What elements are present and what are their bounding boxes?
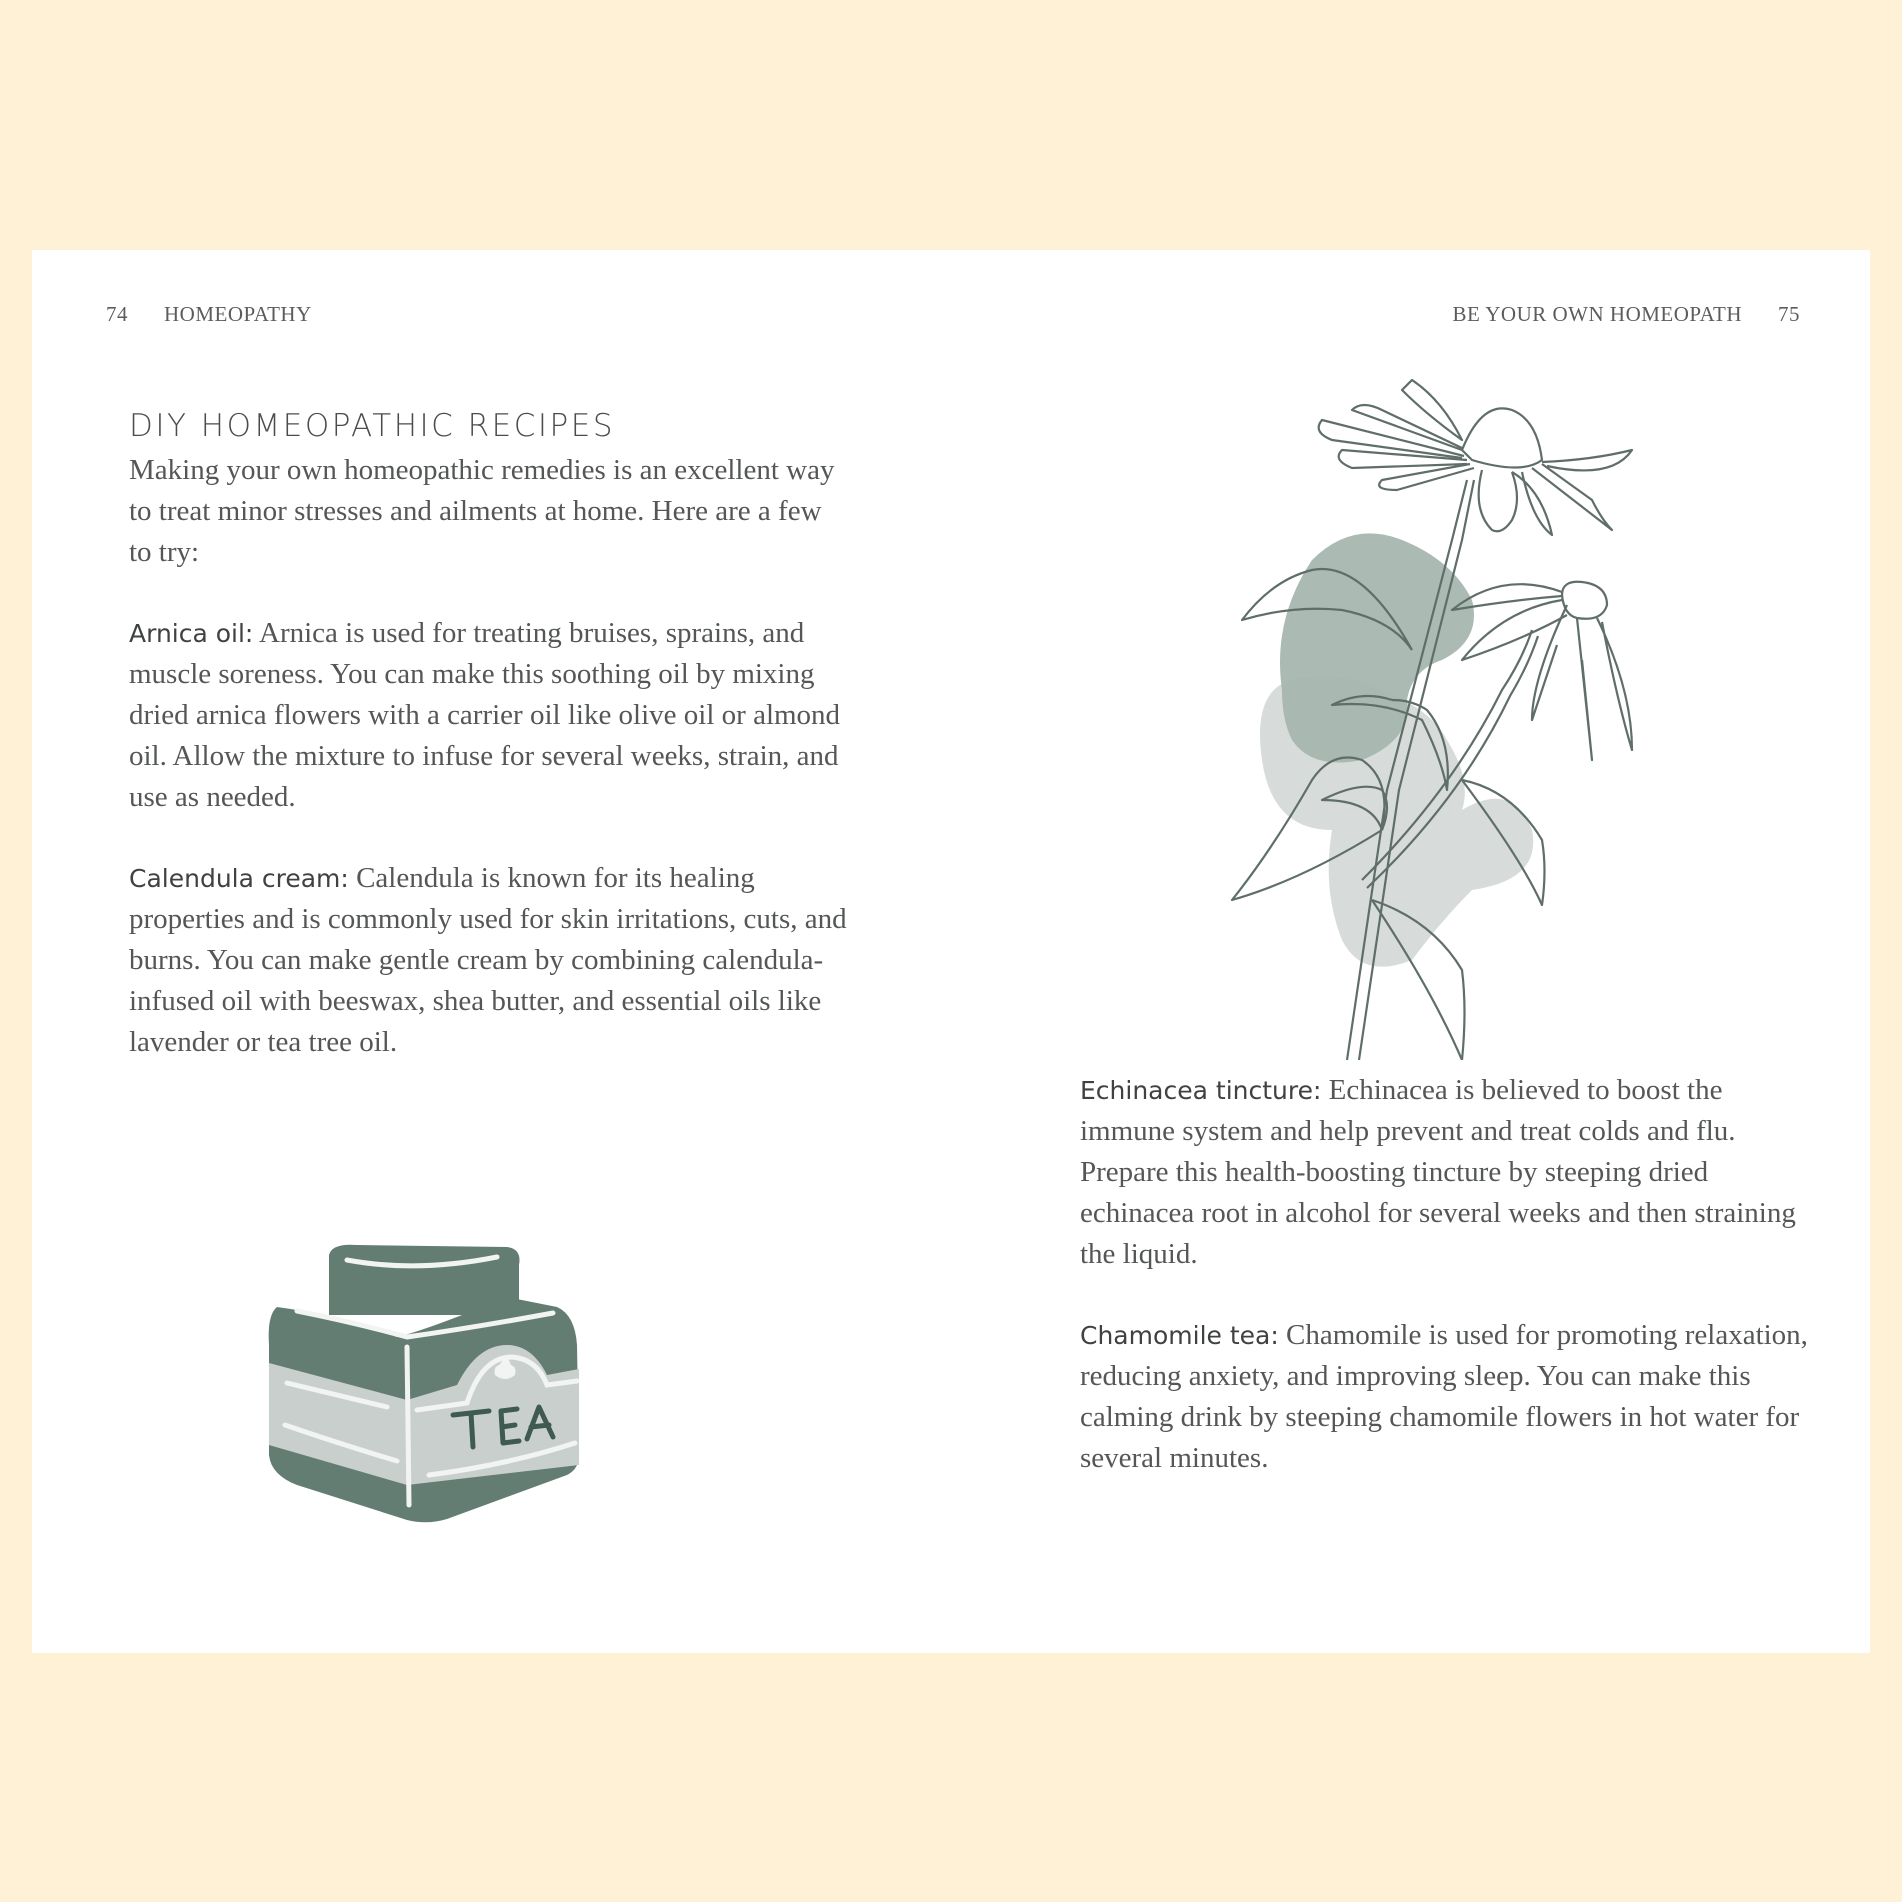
running-head-right — [1452, 302, 1800, 327]
recipe-arnica-oil — [129, 613, 849, 818]
recipe-text: Echinacea is believed to boost the immune system and help prevent and treat colds and flu. Prepare this health-boosting tincture by steeping dried echinacea root in alcohol for several weeks and then straining the liquid. — [1080, 1074, 1796, 1270]
recipe-term: Calendula cream: — [129, 864, 349, 893]
recipe-text: Arnica is used for treating bruises, sprains, and muscle soreness. You can make this soothing oil by mixing dried arnica flowers with a carrier oil like olive oil or almond oil. Allow the mixture to infuse for several weeks, strain, and use as needed. — [129, 617, 841, 813]
page-number-right: 75 — [1778, 302, 1800, 326]
section-title: DIY HOMEOPATHIC RECIPES — [129, 408, 616, 444]
left-page-content — [129, 408, 849, 1103]
recipe-echinacea-tincture — [1080, 1070, 1820, 1275]
book-spread — [32, 250, 1870, 1653]
recipe-chamomile-tea — [1080, 1315, 1820, 1479]
tea-jar-icon — [257, 1235, 597, 1535]
recipe-text: Calendula is known for its healing properties and is commonly used for skin irritations, cuts, and burns. You can make gentle cream by combining calendula-infused oil with beeswax, shea butter, and essential oils like lavender or tea tree oil. — [129, 862, 847, 1058]
page-number-left: 74 — [106, 302, 128, 326]
recipe-calendula-cream — [129, 858, 849, 1063]
intro-paragraph: Making your own homeopathic remedies is an excellent way to treat minor stresses and ailments at home. Here are a few to try: — [129, 454, 835, 568]
running-head-title-left: HOMEOPATHY — [164, 302, 312, 326]
recipe-text: Chamomile is used for promoting relaxation, reducing anxiety, and improving sleep. You can make this calming drink by steeping chamomile flowers in hot water for several minutes. — [1080, 1319, 1808, 1474]
recipe-term: Echinacea tincture: — [1080, 1076, 1322, 1105]
echinacea-flower-icon — [1212, 360, 1692, 1060]
running-head-left — [106, 302, 312, 327]
right-page-content — [1080, 1070, 1820, 1519]
recipe-term: Arnica oil: — [129, 619, 254, 648]
recipe-term: Chamomile tea: — [1080, 1321, 1279, 1350]
running-head-title-right: BE YOUR OWN HOMEOPATH — [1452, 302, 1742, 326]
